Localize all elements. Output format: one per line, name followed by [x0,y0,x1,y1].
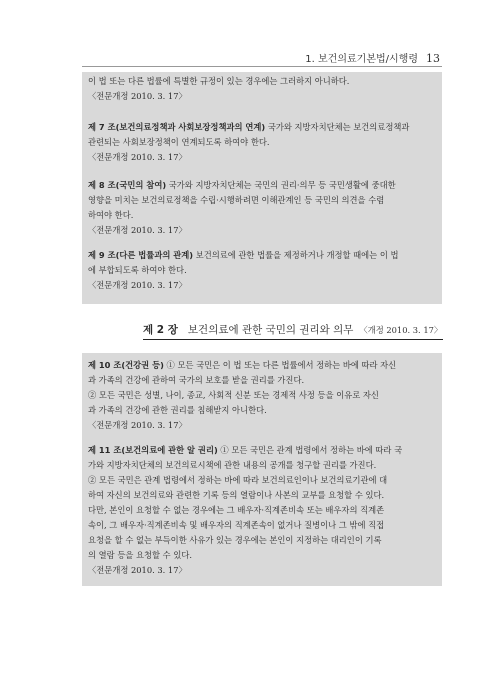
intro-block [88,74,436,104]
article-7-line-1-text: 국가와 지방자치단체는 보건의료정책과 [265,122,410,132]
article-box-2 [82,353,442,586]
article-11-line-1 [88,443,436,458]
article-11-line-7: 요청을 할 수 없는 부득이한 사유가 있는 경우에는 본인이 지정하는 대리인이 기록 [88,535,382,545]
page-number: 13 [426,52,440,65]
article-9-heading: 제 9 조(다른 법률과의 관계) [88,250,194,260]
article-10-line-3: ② 모든 국민은 성별, 나이, 종교, 사회적 신분 또는 경제적 사정 등을 이유로 자신 [88,390,379,400]
article-9-line-2: 에 부합되도록 하여야 한다. [88,265,187,275]
chapter-title: 보건의료에 관한 국민의 권리와 의무 [187,324,354,336]
chapter-number: 제 2 장 [143,324,178,336]
article-8-line-1-text: 국가와 지방자치단체는 국민의 권리·의무 등 국민생활에 중대한 [166,180,396,190]
article-8-line-3: 하여야 한다. [88,210,134,220]
article-8-line-1 [88,178,436,193]
article-7-heading: 제 7 조(보건의료정책과 사회보장정책과의 연계) [88,122,266,132]
header-title: 1. 보건의료기본법/시행령 [305,54,418,65]
article-11-heading: 제 11 조(보건의료에 관한 알 권리) [88,445,218,455]
article-7-amendment-note: 〈전문개정 2010. 3. 17〉 [88,152,187,162]
article-8 [88,178,436,238]
chapter-amendment-note: 〈개정 2010. 3. 17〉 [359,325,443,335]
article-10-line-2: 과 가족의 건강에 관하여 국가의 보호를 받을 권리를 가진다. [88,375,305,385]
article-8-line-2: 영향을 미치는 보건의료정책을 수립·시행하려면 이해관계인 등 국민의 의견을 수렴 [88,195,385,205]
article-11-line-4: 하여 자신의 보건의료와 관련한 기록 등의 열람이나 사본의 교부를 요청할 수 있다. [88,490,385,500]
article-7-line-1 [88,120,436,135]
article-10-amendment-note: 〈전문개정 2010. 3. 17〉 [88,420,187,430]
article-box-1 [82,72,442,304]
intro-text: 이 법 또는 다른 법률에 특별한 규정이 있는 경우에는 그러하지 아니하다. [88,76,350,86]
running-header [305,50,440,65]
article-8-heading: 제 8 조(국민의 참여) [88,180,167,190]
article-9-line-1 [88,248,436,263]
article-9 [88,248,436,293]
article-11-line-6: 속이, 그 배우자·직계존비속 및 배우자의 직계존속이 없거나 질병이나 그 밖에 직접 [88,520,385,530]
article-8-amendment-note: 〈전문개정 2010. 3. 17〉 [88,225,187,235]
article-11-line-8: 의 열람 등을 요청할 수 있다. [88,550,192,560]
article-10-line-1 [88,358,436,373]
article-7-line-2: 관련되는 사회보장정책이 연계되도록 하여야 한다. [88,137,270,147]
article-11-line-1-text: ① 모든 국민은 관계 법령에서 정하는 바에 따라 국 [217,445,403,455]
article-9-amendment-note: 〈전문개정 2010. 3. 17〉 [88,280,187,290]
article-11 [88,443,436,578]
article-11-line-2: 가와 지방자치단체의 보건의료시책에 관한 내용의 공개를 청구할 권리를 가진다. [88,460,377,470]
article-11-line-3: ② 모든 국민은 관계 법령에서 정하는 바에 따라 보건의료인이나 보건의료기관에 대 [88,475,388,485]
intro-amendment-note: 〈전문개정 2010. 3. 17〉 [88,91,187,101]
article-10 [88,358,436,433]
article-10-heading: 제 10 조(건강권 등) [88,360,164,370]
article-10-line-4: 과 가족의 건강에 관한 권리를 침해받지 아니한다. [88,405,267,415]
article-7 [88,120,436,165]
chapter-heading [143,322,443,337]
article-11-amendment-note: 〈전문개정 2010. 3. 17〉 [88,565,187,575]
chapter-divider [143,339,443,340]
article-10-line-1-text: ① 모든 국민은 이 법 또는 다른 법률에서 정하는 바에 따라 자신 [163,360,397,370]
article-11-line-5: 다만, 본인이 요청할 수 없는 경우에는 그 배우자·직계존비속 또는 배우자의 직계존 [88,505,385,515]
header-divider [82,66,442,67]
article-9-line-1-text: 보건의료에 관한 법률을 제정하거나 개정할 때에는 이 법 [193,250,399,260]
